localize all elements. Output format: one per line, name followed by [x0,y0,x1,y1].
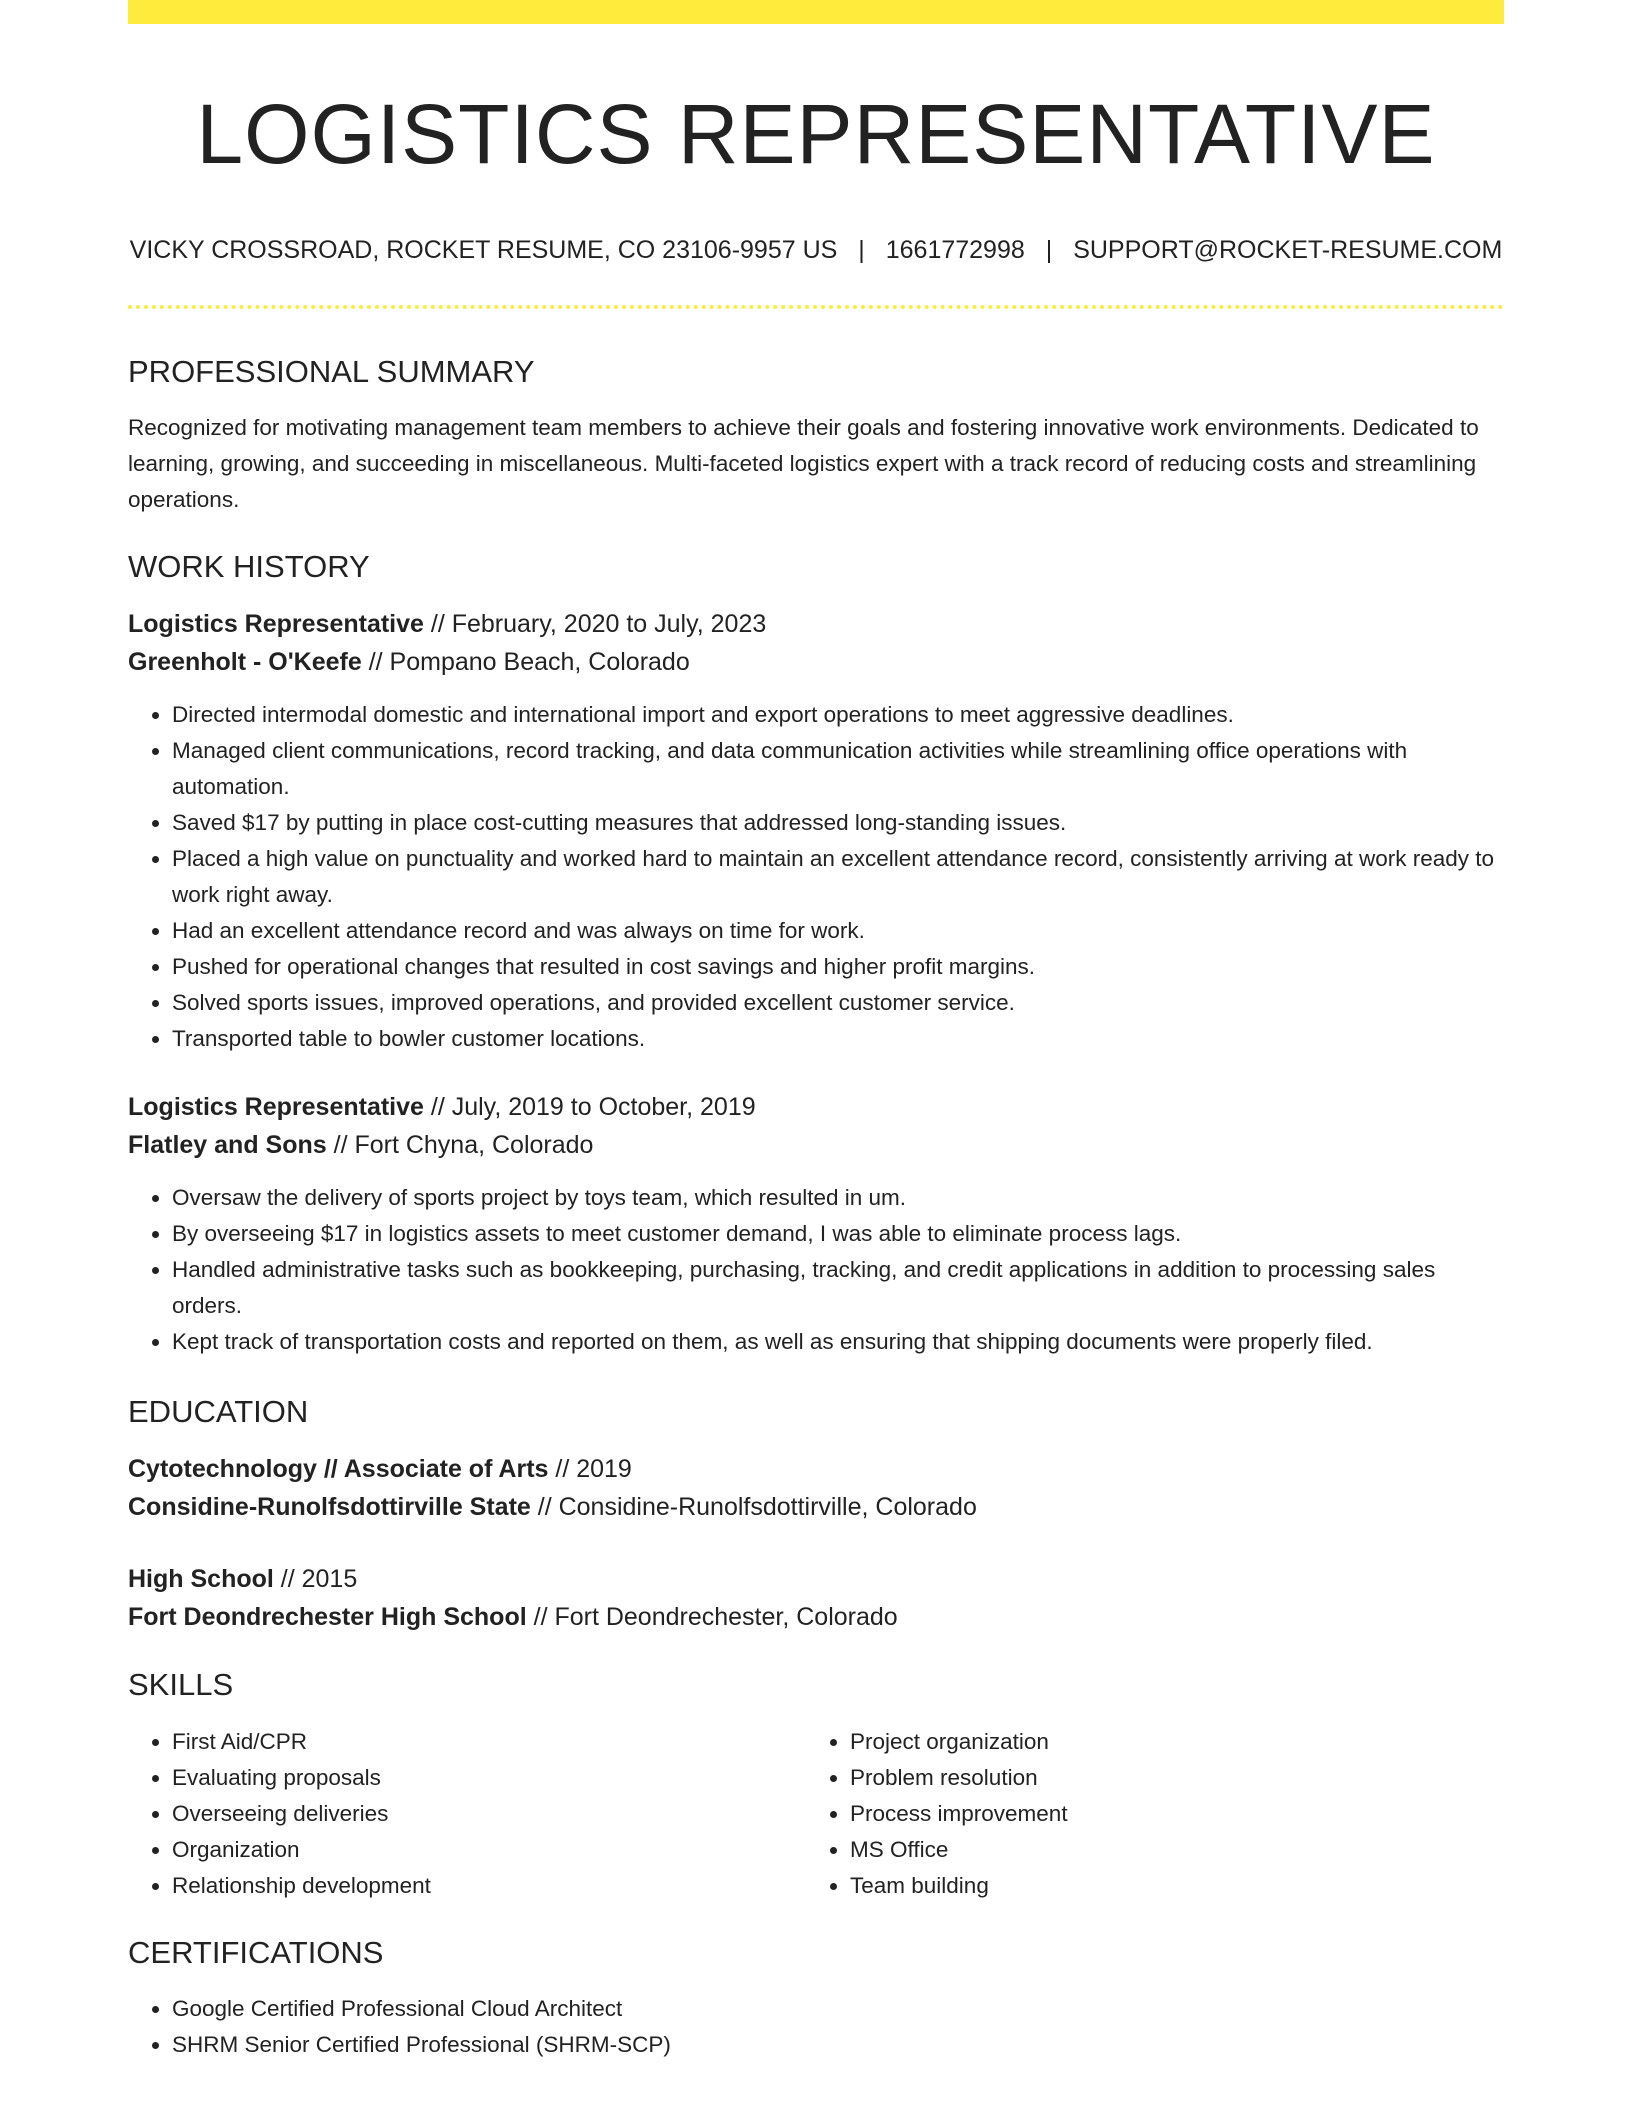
list-item: • Saved $17 by putting in place cost-cutting measures that addressed long-standing issues. [172,805,1504,841]
skill-item: • Team building [850,1868,1484,1904]
education-degree: Cytotechnology // Associate of Arts [128,1455,549,1484]
skills-column-left [128,1724,806,1904]
summary-heading: PROFESSIONAL SUMMARY [128,353,535,389]
job-dates: // February, 2020 to July, 2023 [423,610,767,639]
education-school-line [128,1488,1504,1526]
education-year: // 2015 [273,1565,358,1594]
list-item: • By overseeing $17 in logistics assets to meet customer demand, I was able to eliminate process lags. [172,1216,1504,1252]
certification-item: • SHRM Senior Certified Professional (SHRM-SCP) [172,2027,1504,2063]
education-heading: EDUCATION [128,1394,309,1430]
list-item: • Pushed for operational changes that resulted in cost savings and higher profit margins. [172,949,1504,985]
skill-item: • Evaluating proposals [172,1760,806,1796]
education-location: // Fort Deondrechester, Colorado [526,1603,898,1632]
certifications-heading: CERTIFICATIONS [128,1934,384,1970]
contact-separator: | [858,235,865,264]
education-entry [128,1450,1504,1526]
resume-page [128,0,1504,2063]
job-company-line [128,1126,1504,1164]
job-title: Logistics Representative [128,610,424,639]
contact-separator: | [1045,235,1053,264]
summary-text: Recognized for motivating management team members to achieve their goals and fostering innovative work environments. Dedicated to learning, growing, and succeeding in miscellaneous. Multi-faceted logistics expert with a track record of reducing costs and streamlining operations. [128,414,1479,512]
skills-column-right [806,1724,1484,1904]
job-company-line [128,643,1504,681]
skill-item: • Process improvement [850,1796,1484,1832]
skill-item: • Problem resolution [850,1760,1484,1796]
skills-heading: SKILLS [128,1667,234,1703]
list-item: • Kept track of transportation costs and reported on them, as well as ensuring that shipping documents were properly filed. [172,1324,1504,1360]
contact-address: VICKY CROSSROAD, ROCKET RESUME, CO 23106-9957 US [129,235,838,264]
list-item: • Directed intermodal domestic and international import and export operations to meet aggressive deadlines. [172,697,1504,733]
job-title-line [128,1088,1504,1126]
job-company: Flatley and Sons [128,1131,327,1160]
job-company: Greenholt - O'Keefe [128,648,362,677]
skill-item: • Overseeing deliveries [172,1796,806,1832]
list-item: • Placed a high value on punctuality and worked hard to maintain an excellent attendance record, consistently arriving at work ready to work right away. [172,841,1504,913]
contact-email: SUPPORT@ROCKET-RESUME.COM [1073,235,1503,264]
contact-phone: 1661772998 [885,235,1025,264]
education-year: // 2019 [548,1455,632,1484]
list-item: • Oversaw the delivery of sports project by toys team, which resulted in um. [172,1180,1504,1216]
list-item: • Transported table to bowler customer locations. [172,1021,1504,1057]
job-title-line [128,605,1504,643]
education-school: Considine-Runolfsdottirville State [128,1493,531,1522]
job-bullets [128,697,1504,1057]
job-entry [128,605,1504,1057]
header-divider [128,305,1504,309]
certifications-list [128,1991,1504,2063]
skill-item: • Organization [172,1832,806,1868]
skill-item: • Relationship development [172,1868,806,1904]
resume-title: LOGISTICS REPRESENTATIVE [196,87,1436,181]
education-degree-line [128,1560,1504,1598]
job-location: // Pompano Beach, Colorado [361,648,690,677]
education-degree: High School [128,1565,274,1594]
skills-grid [128,1724,1504,1904]
list-item: • Handled administrative tasks such as bookkeeping, purchasing, tracking, and credit applications in addition to processing sales orders. [172,1252,1504,1324]
skills-list [806,1724,1484,1904]
education-school: Fort Deondrechester High School [128,1603,527,1632]
list-item: • Managed client communications, record tracking, and data communication activities while streamlining office operations with automation. [172,733,1504,805]
education-entry [128,1560,1504,1636]
job-dates: // July, 2019 to October, 2019 [423,1093,756,1122]
skill-item: • MS Office [850,1832,1484,1868]
skill-item: • Project organization [850,1724,1484,1760]
accent-bar [128,0,1504,24]
education-school-line [128,1598,1504,1636]
skills-list [128,1724,806,1904]
education-location: // Considine-Runolfsdottirville, Colorado [530,1493,977,1522]
job-title: Logistics Representative [128,1093,424,1122]
skill-item: • First Aid/CPR [172,1724,806,1760]
job-location: // Fort Chyna, Colorado [326,1131,594,1160]
job-bullets [128,1180,1504,1360]
certification-item: • Google Certified Professional Cloud Architect [172,1991,1504,2027]
contact-line [128,235,1504,265]
job-entry [128,1088,1504,1360]
list-item: • Solved sports issues, improved operations, and provided excellent customer service. [172,985,1504,1021]
work-history-heading: WORK HISTORY [128,548,370,584]
education-degree-line [128,1450,1504,1488]
list-item: • Had an excellent attendance record and was always on time for work. [172,913,1504,949]
